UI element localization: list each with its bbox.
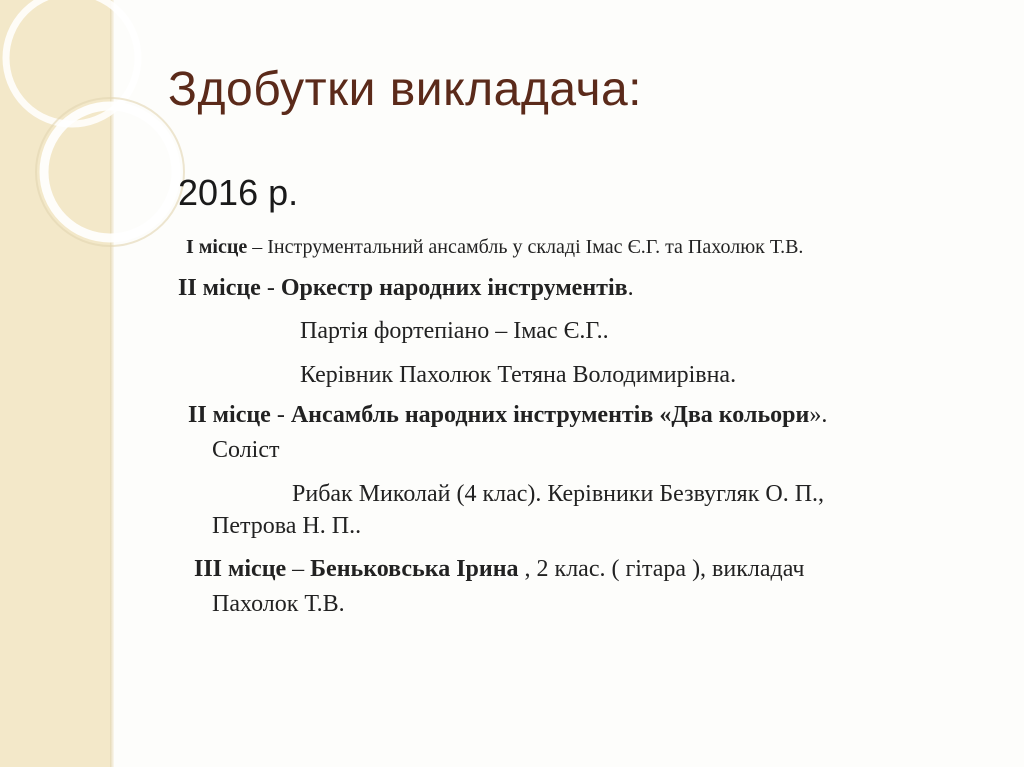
- award-line-1: [186, 236, 803, 259]
- ring-lower-shadow: [36, 98, 184, 246]
- soloist-label: Соліст: [212, 437, 280, 463]
- teacher-line: Пахолок Т.В.: [212, 591, 345, 617]
- award-line-2: [178, 275, 634, 302]
- separator: -: [260, 275, 281, 301]
- award-line-4: [194, 556, 805, 583]
- year-heading: 2016 р.: [178, 172, 299, 213]
- separator: -: [270, 402, 291, 428]
- student-name: Беньковська Ірина: [310, 556, 519, 582]
- award-line-3: [188, 402, 827, 429]
- line-end: .: [627, 275, 634, 301]
- award-place: І місце: [186, 236, 248, 258]
- ensemble-name: Оркестр народних інструментів: [280, 275, 628, 301]
- separator: –: [286, 556, 311, 582]
- soloist-line: Рибак Миколай (4 клас). Керівники Безвугляк О. П.,: [292, 481, 825, 507]
- ensemble-name: Ансамбль народних інструментів «Два кольори: [290, 402, 810, 428]
- award-place: ІІ місце: [188, 402, 271, 428]
- award-place: ІІІ місце: [194, 556, 287, 582]
- soloist-line-continued: Петрова Н. П..: [212, 513, 362, 539]
- award-place: ІІ місце: [178, 275, 261, 301]
- award-description: – Інструментальний ансамбль у складі Імас Є.Г. та Пахолюк Т.В.: [247, 236, 804, 258]
- line-end: ».: [809, 402, 828, 428]
- award-description: , 2 клас. ( гітара ), викладач: [518, 556, 805, 582]
- slide-title: Здобутки викладача:: [168, 63, 643, 116]
- ring-lower: [44, 106, 176, 238]
- leader-line: Керівник Пахолюк Тетяна Володимирівна.: [300, 362, 737, 388]
- piano-part-line: Партія фортепіано – Імас Є.Г..: [300, 318, 609, 344]
- decorative-rings: [0, 0, 240, 260]
